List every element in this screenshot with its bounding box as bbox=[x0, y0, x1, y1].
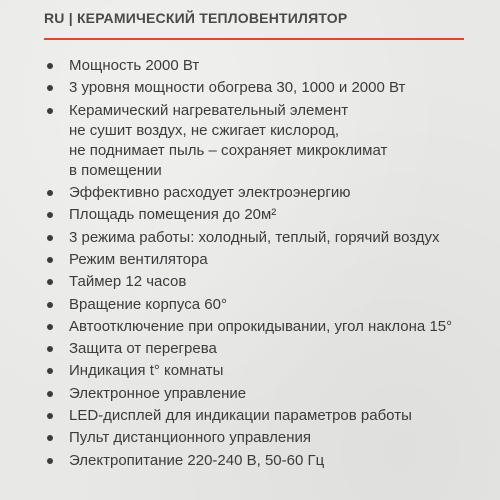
feature-text: Автоотключение при опрокидывании, угол наклона 15° bbox=[69, 317, 453, 335]
feature-text: не сушит воздух, не сжигает кислород, bbox=[69, 121, 340, 139]
bullet-icon bbox=[47, 63, 53, 69]
feature-text: Режим вентилятора bbox=[69, 250, 208, 268]
feature-item bbox=[44, 78, 494, 98]
feature-item bbox=[44, 384, 494, 404]
feature-item bbox=[44, 295, 494, 315]
feature-item bbox=[44, 361, 494, 381]
language-code: RU bbox=[44, 10, 65, 26]
product-title: КЕРАМИЧЕСКИЙ ТЕПЛОВЕНТИЛЯТОР bbox=[76, 10, 348, 26]
bullet-icon bbox=[47, 368, 53, 374]
feature-text: Керамический нагревательный элемент bbox=[69, 101, 349, 119]
page-title bbox=[44, 10, 347, 26]
feature-item bbox=[44, 250, 494, 270]
bullet-icon bbox=[47, 458, 53, 464]
feature-text: Таймер 12 часов bbox=[69, 273, 187, 291]
bullet-icon bbox=[47, 391, 53, 397]
bullet-icon bbox=[47, 324, 53, 330]
feature-text: не поднимает пыль – сохраняет микроклимат bbox=[69, 141, 388, 159]
feature-item bbox=[44, 205, 494, 225]
feature-item bbox=[44, 339, 494, 359]
feature-item bbox=[44, 228, 494, 248]
bullet-icon bbox=[47, 279, 53, 285]
feature-text: Площадь помещения до 20м² bbox=[69, 206, 277, 224]
feature-text: 3 режима работы: холодный, теплый, горячий воздух bbox=[69, 228, 440, 246]
feature-item bbox=[44, 56, 494, 76]
title-separator: | bbox=[68, 10, 73, 26]
feature-text: LED-дисплей для индикации параметров работы bbox=[69, 406, 412, 424]
bullet-icon bbox=[47, 257, 53, 263]
bullet-icon bbox=[47, 108, 53, 114]
feature-text: Эффективно расходует электроэнергию bbox=[69, 184, 351, 202]
feature-item bbox=[44, 101, 494, 181]
bullet-icon bbox=[47, 413, 53, 419]
feature-item bbox=[44, 406, 494, 426]
bullet-icon bbox=[47, 235, 53, 241]
feature-item bbox=[44, 183, 494, 203]
accent-divider bbox=[44, 38, 464, 40]
feature-text: 3 уровня мощности обогрева 30, 1000 и 2000 Вт bbox=[69, 79, 406, 97]
feature-item bbox=[44, 451, 494, 471]
bullet-icon bbox=[47, 85, 53, 91]
bullet-icon bbox=[47, 212, 53, 218]
feature-item bbox=[44, 272, 494, 292]
feature-text: Пульт дистанционного управления bbox=[69, 429, 312, 447]
feature-text: Мощность 2000 Вт bbox=[69, 57, 200, 74]
feature-list bbox=[44, 56, 494, 473]
feature-text: Вращение корпуса 60° bbox=[69, 295, 227, 313]
feature-text: в помещении bbox=[69, 161, 162, 179]
bullet-icon bbox=[47, 346, 53, 352]
bullet-icon bbox=[47, 302, 53, 308]
feature-text: Электронное управление bbox=[69, 384, 247, 402]
feature-item bbox=[44, 428, 494, 448]
feature-text: Индикация t° комнаты bbox=[69, 362, 224, 380]
feature-item bbox=[44, 317, 494, 337]
bullet-icon bbox=[47, 190, 53, 196]
bullet-icon bbox=[47, 435, 53, 441]
feature-text: Электропитание 220-240 В, 50-60 Гц bbox=[69, 451, 325, 469]
feature-text: Защита от перегрева bbox=[69, 340, 217, 358]
